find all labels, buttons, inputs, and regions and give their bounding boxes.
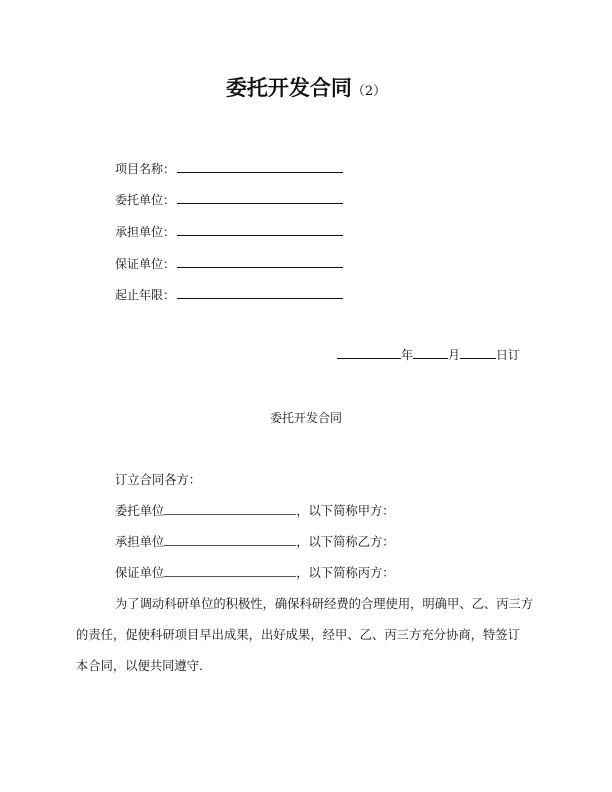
field-contractor [115, 223, 343, 240]
party-label: 保证单位 [115, 566, 165, 580]
subtitle: 委托开发合同 [269, 411, 342, 425]
document-title [0, 72, 612, 102]
parties-intro: 订立合同各方： [115, 473, 202, 487]
blank-line [177, 191, 343, 204]
party-label: 承担单位 [115, 535, 165, 549]
party-a [115, 503, 395, 519]
blank-line [164, 565, 296, 577]
field-label: 承担单位： [115, 225, 176, 239]
party-suffix: ，以下简称甲方： [296, 504, 395, 518]
field-label: 起止年限： [115, 288, 176, 302]
field-label: 委托单位： [115, 193, 176, 207]
paragraph-line: 的责任，促使科研项目早出成果，出好成果，经甲、乙、丙三方充分协商，特签订 [76, 628, 520, 642]
party-label: 委托单位 [115, 504, 165, 518]
field-guarantor [115, 255, 343, 272]
day-label: 日订 [495, 348, 520, 362]
paragraph-line: 为了调动科研单位的积极性，确保科研经费的合理使用，明确甲、乙、丙三方 [115, 597, 534, 611]
field-project-name [115, 160, 343, 177]
title-main: 委托开发合同 [225, 76, 352, 100]
blank-line [177, 255, 343, 268]
party-suffix: ，以下简称乙方： [296, 535, 395, 549]
paragraph-line: 本合同，以便共同遵守. [76, 659, 203, 673]
year-blank [337, 347, 401, 359]
signing-date [337, 347, 520, 363]
blank-line [177, 223, 343, 236]
field-client [115, 191, 343, 208]
field-label: 保证单位： [115, 257, 176, 271]
party-b [115, 534, 395, 550]
year-label: 年 [400, 348, 413, 362]
blank-line [177, 160, 343, 173]
day-blank [460, 347, 496, 359]
month-blank [413, 347, 448, 359]
blank-line [164, 503, 296, 515]
field-label: 项目名称： [115, 162, 176, 176]
party-suffix: ，以下简称丙方： [296, 566, 395, 580]
blank-line [177, 286, 343, 299]
field-period [115, 286, 343, 303]
blank-line [164, 534, 296, 546]
title-suffix: （2） [351, 84, 387, 99]
month-label: 月 [447, 348, 460, 362]
party-c [115, 565, 395, 581]
